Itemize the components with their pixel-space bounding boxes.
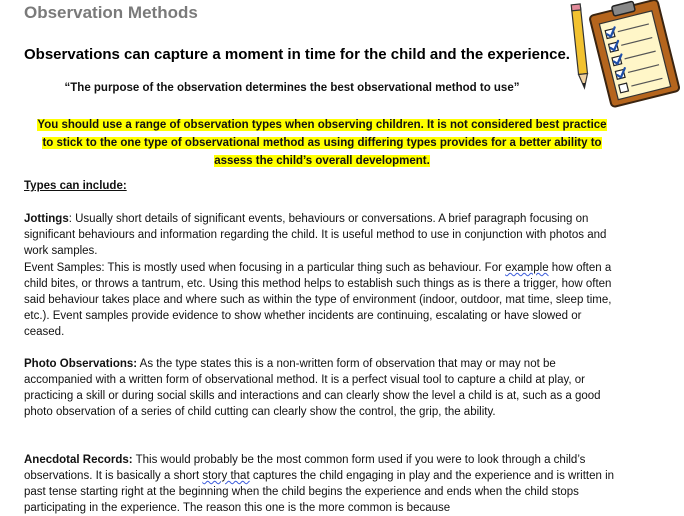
event-samples-paragraph <box>24 260 616 340</box>
highlight-line-3: assess the child’s overall development. <box>214 155 430 167</box>
grammar-marked-phrase: story that <box>202 470 250 482</box>
jottings-paragraph <box>24 211 616 259</box>
anecdotal-records-paragraph <box>24 452 616 516</box>
purpose-quote: “The purpose of the observation determines the best observational method to use” <box>64 82 520 94</box>
spellcheck-marked-word: example <box>505 262 549 274</box>
highlight-line-2: to stick to the one type of observational method as using differing types provides for a better ability to <box>42 137 602 149</box>
anecdotal-records-label: Anecdotal Records: <box>24 454 133 466</box>
event-samples-text-start: Event Samples: This is mostly used when focusing in a particular thing such as behaviour. For <box>24 262 506 274</box>
photo-observations-paragraph <box>24 356 616 420</box>
highlight-line-1: You should use a range of observation types when observing children. It is not considered best practice <box>37 119 607 131</box>
jottings-label: Jottings <box>24 213 69 225</box>
clipboard-checklist-with-pencil-icon <box>556 0 684 110</box>
jottings-text: : Usually short details of significant events, behaviours or conversations. A brief paragraph focusing on significant behaviours and information regarding the child. It is useful method to use in conjunction with photos and work samples. <box>24 213 607 257</box>
page-title: Observation Methods <box>24 3 198 22</box>
highlighted-note <box>24 116 620 170</box>
photo-observations-text: As the type states this is a non-written form of observation that may or may not be accompanied with a written form of observational method. It is a perfect visual tool to capture a child at play, or practicing a skill or during social skills and interactions and can clearly show the level a child is at, such as a good photo observation of a series of child cutting can clearly show the control, the grip, the ability. <box>24 358 601 418</box>
photo-observations-label: Photo Observations: <box>24 358 138 370</box>
anecdotal-records-text-end: captures the child engaging in play and the experience and is written in past tense starting right at the beginning when the child begins the experience and ends when the child stops participating in the experience. The reason this one is the more common is because <box>24 470 615 514</box>
document-subtitle: Observations can capture a moment in time for the child and the experience. <box>24 46 570 63</box>
event-samples-text-end: how often a child bites, or throws a tantrum, etc. Using this method helps to establish such things as is there a trigger, how often said behaviour takes place and where such as within the type of environment (indoor, outdoor, mat time, sleep time, etc.). Event samples provide evidence to show whether incidents are continuing, escalating or have slowed or ceased. <box>24 262 612 338</box>
types-heading: Types can include: <box>24 180 127 192</box>
anecdotal-records-text-start: This would probably be the most common form used if you were to look through a child’s observations. It is basically a short <box>24 454 586 482</box>
